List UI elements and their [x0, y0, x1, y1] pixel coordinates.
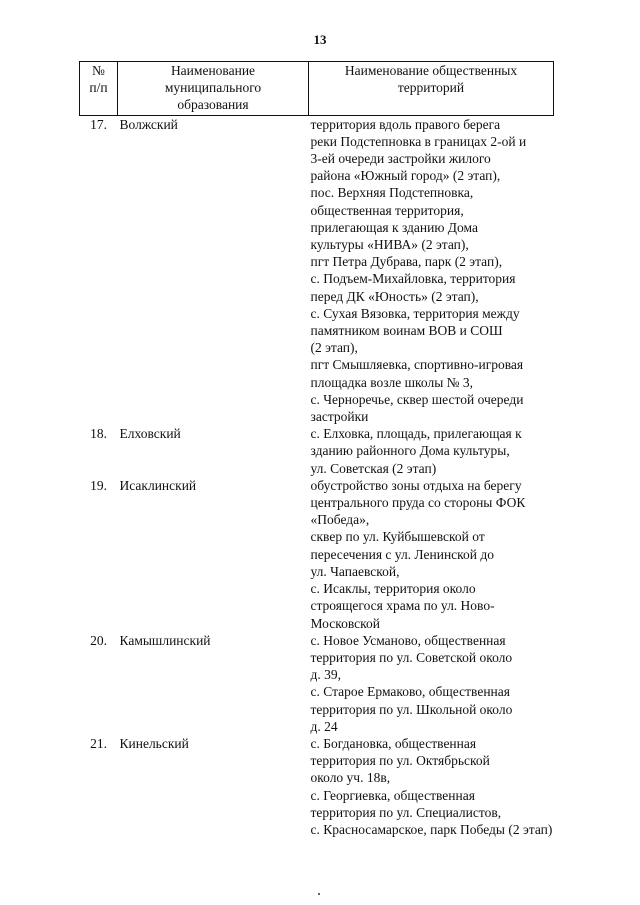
- territory-line: территория по ул. Школьной около: [310, 701, 513, 717]
- territory-line: с. Елховка, площадь, прилегающая к: [310, 426, 522, 442]
- header-number-line: п/п: [89, 80, 108, 96]
- territory-description: [309, 632, 554, 735]
- territory-line: пересечения с ул. Ленинской до: [310, 546, 494, 562]
- territory-description: [309, 735, 554, 838]
- territory-line: д. 24: [310, 718, 338, 734]
- row-number: 21.: [90, 735, 107, 751]
- territory-line: центрального пруда со стороны ФОК: [310, 495, 526, 511]
- territory-line: обустройство зоны отдыха на берегу: [310, 477, 522, 493]
- territory-description: [309, 425, 554, 477]
- territories-table: [79, 61, 554, 838]
- row-number: 19.: [90, 477, 107, 493]
- territory-line: с. Старое Ермаково, общественная: [310, 684, 510, 700]
- territory-line: территория вдоль правого берега: [310, 116, 501, 132]
- territory-description: [309, 477, 554, 632]
- territory-line: общественная территория,: [310, 202, 464, 218]
- territory-line: пгт Смышляевка, спортивно-игровая: [310, 357, 524, 373]
- territory-line: застройки: [310, 409, 369, 425]
- header-number-line: №: [92, 63, 105, 78]
- header-municipality-line: Наименование: [170, 63, 256, 78]
- table-row: [80, 735, 554, 838]
- table-body: [80, 115, 554, 838]
- territory-line: с. Красносамарское, парк Победы (2 этап): [310, 821, 553, 837]
- municipality-name: Камышлинский: [119, 632, 211, 648]
- territory-line: территория по ул. Октябрьской: [310, 753, 490, 769]
- page-number: 13: [313, 32, 327, 47]
- territory-line: с. Исаклы, территория около: [310, 581, 476, 597]
- header-municipality: [118, 62, 309, 116]
- scan-mark: [318, 893, 320, 895]
- territory-line: территория по ул. Советской около: [310, 649, 513, 665]
- territory-line: (2 этап),: [310, 340, 358, 356]
- territory-line: с. Сухая Вязовка, территория между: [310, 305, 520, 321]
- territory-line: с. Богдановка, общественная: [310, 735, 477, 751]
- territory-line: культуры «НИВА» (2 этап),: [310, 237, 469, 253]
- row-number: 17.: [90, 116, 107, 132]
- territory-line: района «Южный город» (2 этап),: [310, 168, 501, 184]
- territory-line: перед ДК «Юность» (2 этап),: [310, 288, 479, 304]
- territory-line: Московской: [310, 615, 381, 631]
- territory-line: реки Подстепновка в границах 2-ой и: [310, 133, 527, 149]
- municipality-name: Кинельский: [119, 735, 189, 751]
- row-number: 20.: [90, 632, 107, 648]
- territory-line: с. Георгиевка, общественная: [310, 787, 475, 803]
- table-row: [80, 632, 554, 735]
- municipality-name: Волжский: [119, 116, 178, 132]
- municipality-name: Исаклинский: [119, 477, 197, 493]
- territory-line: территория по ул. Специалистов,: [310, 804, 502, 820]
- territory-line: 3-ей очереди застройки жилого: [310, 151, 491, 167]
- territory-line: около уч. 18в,: [310, 770, 391, 786]
- territory-line: ул. Советская (2 этап): [310, 460, 437, 476]
- table-header-row: [80, 62, 554, 116]
- territory-line: строящегося храма по ул. Ново-: [310, 598, 495, 614]
- header-number: [80, 62, 118, 116]
- territory-line: площадка возле школы № 3,: [310, 374, 474, 390]
- territory-line: пос. Верхняя Подстепновка,: [310, 185, 474, 201]
- row-number: 18.: [90, 426, 107, 442]
- header-municipality-line: муниципального: [164, 80, 262, 96]
- header-territory: [309, 62, 554, 116]
- header-territory-line: Наименование общественных: [344, 63, 518, 78]
- territory-line: с. Подъем-Михайловка, территория: [310, 271, 516, 287]
- territory-line: сквер по ул. Куйбышевской от: [310, 529, 485, 545]
- territory-line: зданию районного Дома культуры,: [310, 443, 510, 459]
- territory-description: [309, 115, 554, 425]
- territory-line: прилегающая к зданию Дома: [310, 219, 478, 235]
- table-row: [80, 425, 554, 477]
- territory-line: с. Черноречье, сквер шестой очереди: [310, 391, 524, 407]
- header-municipality-line: образования: [177, 97, 249, 113]
- municipality-name: Елховский: [119, 426, 181, 442]
- territory-line: с. Новое Усманово, общественная: [310, 632, 506, 648]
- table-row: [80, 477, 554, 632]
- territory-line: пгт Петра Дубрава, парк (2 этап),: [310, 254, 503, 270]
- header-territory-line: территорий: [397, 80, 465, 96]
- territory-line: «Победа»,: [310, 512, 370, 528]
- territory-line: д. 39,: [310, 667, 341, 683]
- territory-line: памятником воинам ВОВ и СОШ: [310, 323, 503, 339]
- table-row: [80, 115, 554, 425]
- territory-line: ул. Чапаевской,: [310, 563, 400, 579]
